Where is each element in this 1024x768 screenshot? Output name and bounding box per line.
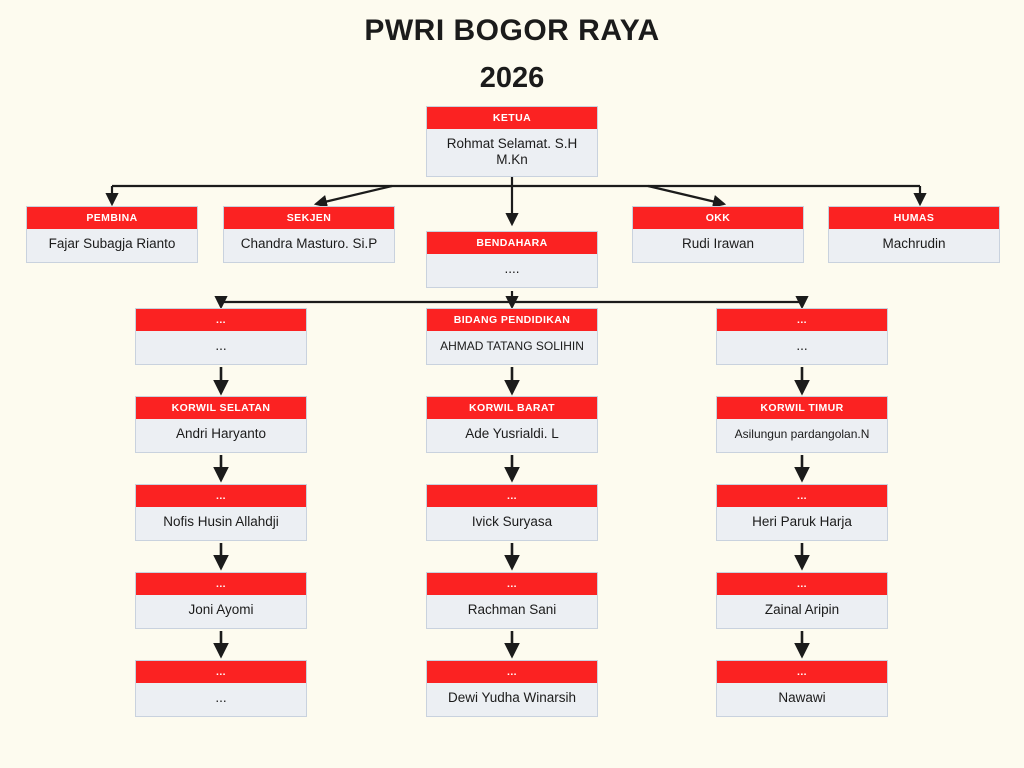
node-selatan-3-name: ... bbox=[136, 683, 306, 716]
node-korwil-selatan[interactable] bbox=[135, 396, 307, 453]
node-sekjen-name: Chandra Masturo. Si.P bbox=[224, 229, 394, 262]
node-selatan-1[interactable] bbox=[135, 484, 307, 541]
node-bidang-kanan[interactable] bbox=[716, 308, 888, 365]
node-selatan-2-name: Joni Ayomi bbox=[136, 595, 306, 628]
node-korwil-selatan-role: KORWIL SELATAN bbox=[136, 397, 306, 419]
node-bidang-pendidikan-name: AHMAD TATANG SOLIHIN bbox=[427, 331, 597, 364]
node-barat-2[interactable] bbox=[426, 572, 598, 629]
node-timur-3[interactable] bbox=[716, 660, 888, 717]
node-pembina-role: PEMBINA bbox=[27, 207, 197, 229]
node-timur-1-name: Heri Paruk Harja bbox=[717, 507, 887, 540]
node-barat-1-role: ... bbox=[427, 485, 597, 507]
node-timur-1[interactable] bbox=[716, 484, 888, 541]
node-bidang-kiri[interactable] bbox=[135, 308, 307, 365]
node-humas-name: Machrudin bbox=[829, 229, 999, 262]
node-bidang-pendidikan-role: BIDANG PENDIDIKAN bbox=[427, 309, 597, 331]
node-bendahara-role: BENDAHARA bbox=[427, 232, 597, 254]
node-barat-1-name: Ivick Suryasa bbox=[427, 507, 597, 540]
node-sekjen[interactable] bbox=[223, 206, 395, 263]
node-barat-2-role: ... bbox=[427, 573, 597, 595]
node-okk-role: OKK bbox=[633, 207, 803, 229]
node-selatan-1-role: ... bbox=[136, 485, 306, 507]
node-barat-2-name: Rachman Sani bbox=[427, 595, 597, 628]
node-timur-2-role: ... bbox=[717, 573, 887, 595]
node-korwil-barat-name: Ade Yusrialdi. L bbox=[427, 419, 597, 452]
node-selatan-3-role: ... bbox=[136, 661, 306, 683]
node-selatan-3[interactable] bbox=[135, 660, 307, 717]
node-bidang-kanan-role: ... bbox=[717, 309, 887, 331]
node-korwil-timur-name: Asilungun pardangolan.N bbox=[717, 419, 887, 452]
node-barat-3-role: ... bbox=[427, 661, 597, 683]
node-bidang-kiri-name: ... bbox=[136, 331, 306, 364]
node-timur-2[interactable] bbox=[716, 572, 888, 629]
node-barat-3-name: Dewi Yudha Winarsih bbox=[427, 683, 597, 716]
node-bendahara-name: .... bbox=[427, 254, 597, 287]
node-korwil-timur[interactable] bbox=[716, 396, 888, 453]
node-timur-2-name: Zainal Aripin bbox=[717, 595, 887, 628]
node-okk-name: Rudi Irawan bbox=[633, 229, 803, 262]
node-humas-role: HUMAS bbox=[829, 207, 999, 229]
node-sekjen-role: SEKJEN bbox=[224, 207, 394, 229]
node-bidang-kanan-name: ... bbox=[717, 331, 887, 364]
node-ketua-role: KETUA bbox=[427, 107, 597, 129]
node-korwil-timur-role: KORWIL TIMUR bbox=[717, 397, 887, 419]
node-korwil-barat[interactable] bbox=[426, 396, 598, 453]
node-timur-3-name: Nawawi bbox=[717, 683, 887, 716]
node-korwil-barat-role: KORWIL BARAT bbox=[427, 397, 597, 419]
node-selatan-1-name: Nofis Husin Allahdji bbox=[136, 507, 306, 540]
node-selatan-2-role: ... bbox=[136, 573, 306, 595]
page-title: PWRI BOGOR RAYA bbox=[364, 14, 660, 47]
node-korwil-selatan-name: Andri Haryanto bbox=[136, 419, 306, 452]
node-timur-3-role: ... bbox=[717, 661, 887, 683]
node-barat-3[interactable] bbox=[426, 660, 598, 717]
page-subtitle: 2026 bbox=[479, 62, 545, 94]
node-humas[interactable] bbox=[828, 206, 1000, 263]
node-bidang-pendidikan[interactable] bbox=[426, 308, 598, 365]
node-selatan-2[interactable] bbox=[135, 572, 307, 629]
node-ketua-name: Rohmat Selamat. S.H M.Kn bbox=[427, 129, 597, 176]
node-timur-1-role: ... bbox=[717, 485, 887, 507]
node-pembina-name: Fajar Subagja Rianto bbox=[27, 229, 197, 262]
node-ketua[interactable] bbox=[426, 106, 598, 177]
node-bidang-kiri-role: ... bbox=[136, 309, 306, 331]
node-bendahara[interactable] bbox=[426, 231, 598, 288]
node-pembina[interactable] bbox=[26, 206, 198, 263]
node-barat-1[interactable] bbox=[426, 484, 598, 541]
node-okk[interactable] bbox=[632, 206, 804, 263]
